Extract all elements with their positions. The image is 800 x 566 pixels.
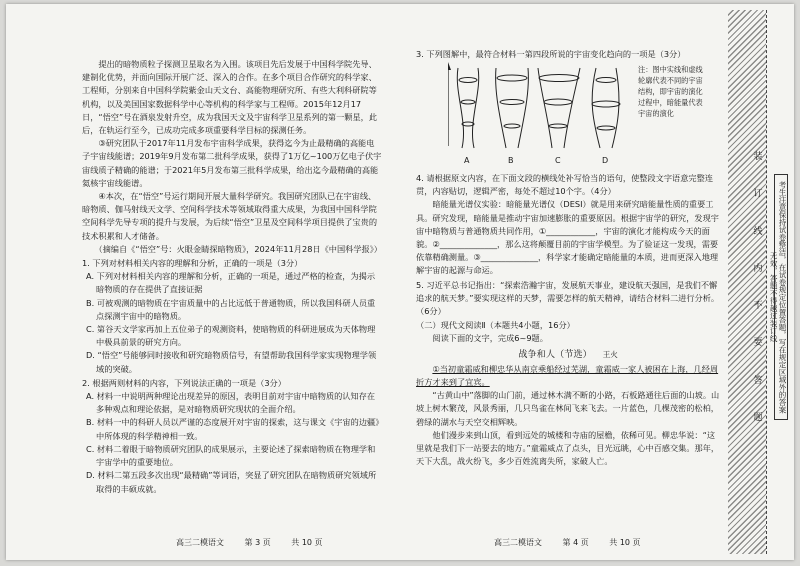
seal-char: 要 <box>753 338 763 349</box>
figure-label-a: A <box>464 156 470 165</box>
question-2-option-d: D. 材料二第五段多次出现“最精确”等词语，突显了研究团队在暗物质研究领域所取得的丰硕成就。 <box>86 470 377 494</box>
figure-label-b: B <box>508 156 514 165</box>
question-1-stem: 1. 下列对材料相关内容的理解和分析，正确的一项是（3分） <box>82 258 303 269</box>
story-paragraph: 他们漫步来到山顶，看到远处的城楼和寺庙的屋檐，依稀可见。柳忠华说：“这里就是我们下一站要去的地方。”童霜威点了点头，目光远眺，心中百感交集。那年，天下大乱，战火纷飞，多少百姓流离失所，家破人亡。 <box>416 429 720 467</box>
seal-char: 内 <box>753 263 763 274</box>
page-footer-right <box>494 537 659 548</box>
question-1-option-c: C. 第谷天文学家再加上五位弟子的观测资料，使暗物质的科研进展成为天体物理中极具前景的研究方向。 <box>86 324 376 348</box>
figure-label-c: C <box>555 156 561 165</box>
section-intro: 阅读下面的文字，完成6~9题。 <box>432 333 548 344</box>
story-paragraph: ①当初童霜威和柳忠华从南京乘船经过芜湖，童霜威一家人被困在上海，几经周折方才来到了宜宾。 <box>416 363 719 388</box>
binding-line <box>766 10 767 554</box>
question-3-stem <box>416 48 716 61</box>
question-2-option-b: B. 材料一中的科研人员以严谨的态度展开对宇宙的探索，这与课文《宇宙的边疆》中所体现的科学精神相一致。 <box>86 417 380 441</box>
seal-char: 答 <box>753 375 763 386</box>
question-2-option-c: C. 材料二着眼于暗物质研究团队的成果展示，主要论述了探索暗物质在物理学和宇宙学中的重要地位。 <box>86 443 376 468</box>
seal-char: 题 <box>753 412 763 423</box>
seal-char: 装 <box>753 152 763 162</box>
question-1-option-b: B. 可被观测的暗物质在宇宙质量中的占比远低于普通物质，所以我国科研人员重点探测宇宙中的暗物质。 <box>86 297 376 321</box>
question-2-stem: 2. 根据两则材料的内容，下列说法正确的一项是（3分） <box>82 377 286 388</box>
reading-text <box>82 58 382 496</box>
paragraph: ③研究团队于2017年11月发布宇宙科学成果，获得迄今为止最精确的高能电子宇宙线能谱；2019年9月发布第二批科学成果，获得了1万亿~100万亿电子伏宇宙线质子精确的能谱；于2021年5月发布第三批科学成果，给出迄今最精确的高能氦核宇宙线能谱。 <box>82 138 382 188</box>
footer-page: 第 3 页 <box>244 538 271 547</box>
source-citation: （摘编自《“悟空”号：火眼金睛探暗物质》，2024年11月28日《中国科学报》） <box>94 243 382 254</box>
question-3-text: 3. 下列图解中，最符合材料一第四段所说的宇宙变化趋向的一项是（3分） <box>416 49 686 59</box>
cosmic-expansion-diagram <box>448 62 623 154</box>
story-author: 王火 <box>602 349 618 359</box>
binding-seal-text <box>751 152 765 450</box>
footer-page: 第 4 页 <box>562 538 589 547</box>
question-5-stem: 5. 习近平总书记指出：“探索浩瀚宇宙，发展航天事业，建设航天强国，是我们不懈追求的航天梦。”要实现这样的天梦，需要怎样的航天精神，请结合材料二进行分析。（6分） <box>416 279 720 317</box>
page-3 <box>6 4 398 560</box>
question-1-option-d: D. “悟空”号能够同时接收和研究暗物质信号，有望帮助我国科学家实现物理学领域的突破。 <box>86 350 377 374</box>
binding-gutter <box>728 4 794 560</box>
footer-subject: 高三二模语文 <box>494 538 542 547</box>
story-title: 战争和人（节选） <box>518 348 592 360</box>
paragraph: 提出的暗物质粒子探测卫星取名为入围。该项目先后发展于中国科学院先导、建制化优势，并面向国际开展广泛、深入的合作。在多个项目合作研究的科学家、工程师，分别来自中国科学院紫金山天文台、高能物理研究所、有些大利科研院等机构，以及美国国家数据科学中心等机构的科学家与工程师。2015年12月17日，“悟空”号在酒泉发射升空，成为我国天文及宇宙科学卫星系列的第一颗星，此后，在轨运行至今，已成功完成多项重要科学目标的探测任务。 <box>82 59 378 136</box>
story-paragraph: “古黄山中”落脚的山门前，通过林木满不断的小路，石板路通往后面的山坡。山坡上树木繁茂，风景秀丽，几只鸟雀在林间飞来飞去。一片蓝色，几棵茂密的松柏，碧绿的湖水与天空交相辉映。 <box>416 390 720 427</box>
question-1-option-a: A. 下列对材料相关内容的理解和分析，正确的一项是，通过严格的检查，为揭示暗物质的存在提供了直接证据 <box>86 271 376 295</box>
exam-notice: 考生注意保持试卷整洁，在试卷规定位置答题，写在规定区域外的答案无效，答题不得越过装订线 <box>774 174 788 420</box>
figure-note: 注：图中实线和虚线轮廓代表不同的宇宙结构，即宇宙的演化过程中，暗能量代表宇宙的演化 <box>638 65 703 118</box>
right-reading-text <box>416 172 720 468</box>
seal-char: 订 <box>753 189 763 200</box>
page-footer <box>176 537 341 548</box>
question-4-stem: 4. 请根据原文内容，在下面文段的横线处补写恰当的语句，使整段文字语意完整连贯，内容贴切，逻辑严密，每处不超过10个字。（4分） <box>416 173 713 197</box>
paragraph: ④本次，在“悟空”号运行期间开展大量科学研究。我国研究团队已在宇宙线、暗物质、伽马射线天文学、空间科学技术等领域取得重大成果，为我国中国科学院空间科学先导专项的提升与发展，为后续“悟空”卫星及空间科学项目提供了宝贵的技术积累和人才储备。 <box>82 191 378 241</box>
figure-label-d: D <box>602 156 609 165</box>
footer-subject: 高三二模语文 <box>176 538 224 547</box>
question-4-passage: 暗能量光谱仪实验：暗能量光谱仪（DESI）就是用来研究暗能量性质的重要工具。研究发现，暗能量是推动宇宙加速膨胀的重要原因。根据宇宙学的研究，发现宇宙中暗物质与普通物质共同作用，①____________，宇宙的演化才能构成今天的面貌。②______________，那么这将颠覆目前的宇宙学模型。为了验证这一发现，需要依靠精确测量。③______________，科学家才能确定暗能量的本质，进而更深入地理解宇宙的起源与命运。 <box>416 199 719 276</box>
question-2-option-a: A. 材料一中说明两种理论出现差异的原因，表明目前对宇宙中暗物质的认知存在多种观点和理论依据，是对暗物质研究现状的全面介绍。 <box>86 391 376 415</box>
section-heading: （二）现代文阅读Ⅱ（本题共4小题，16分） <box>416 320 575 331</box>
story-title-row <box>416 348 720 361</box>
footer-total: 共 10 页 <box>291 538 323 547</box>
footer-total: 共 10 页 <box>609 538 641 547</box>
seal-char: 线 <box>753 226 763 237</box>
exam-sheet <box>6 4 794 560</box>
seal-char: 不 <box>753 301 763 311</box>
